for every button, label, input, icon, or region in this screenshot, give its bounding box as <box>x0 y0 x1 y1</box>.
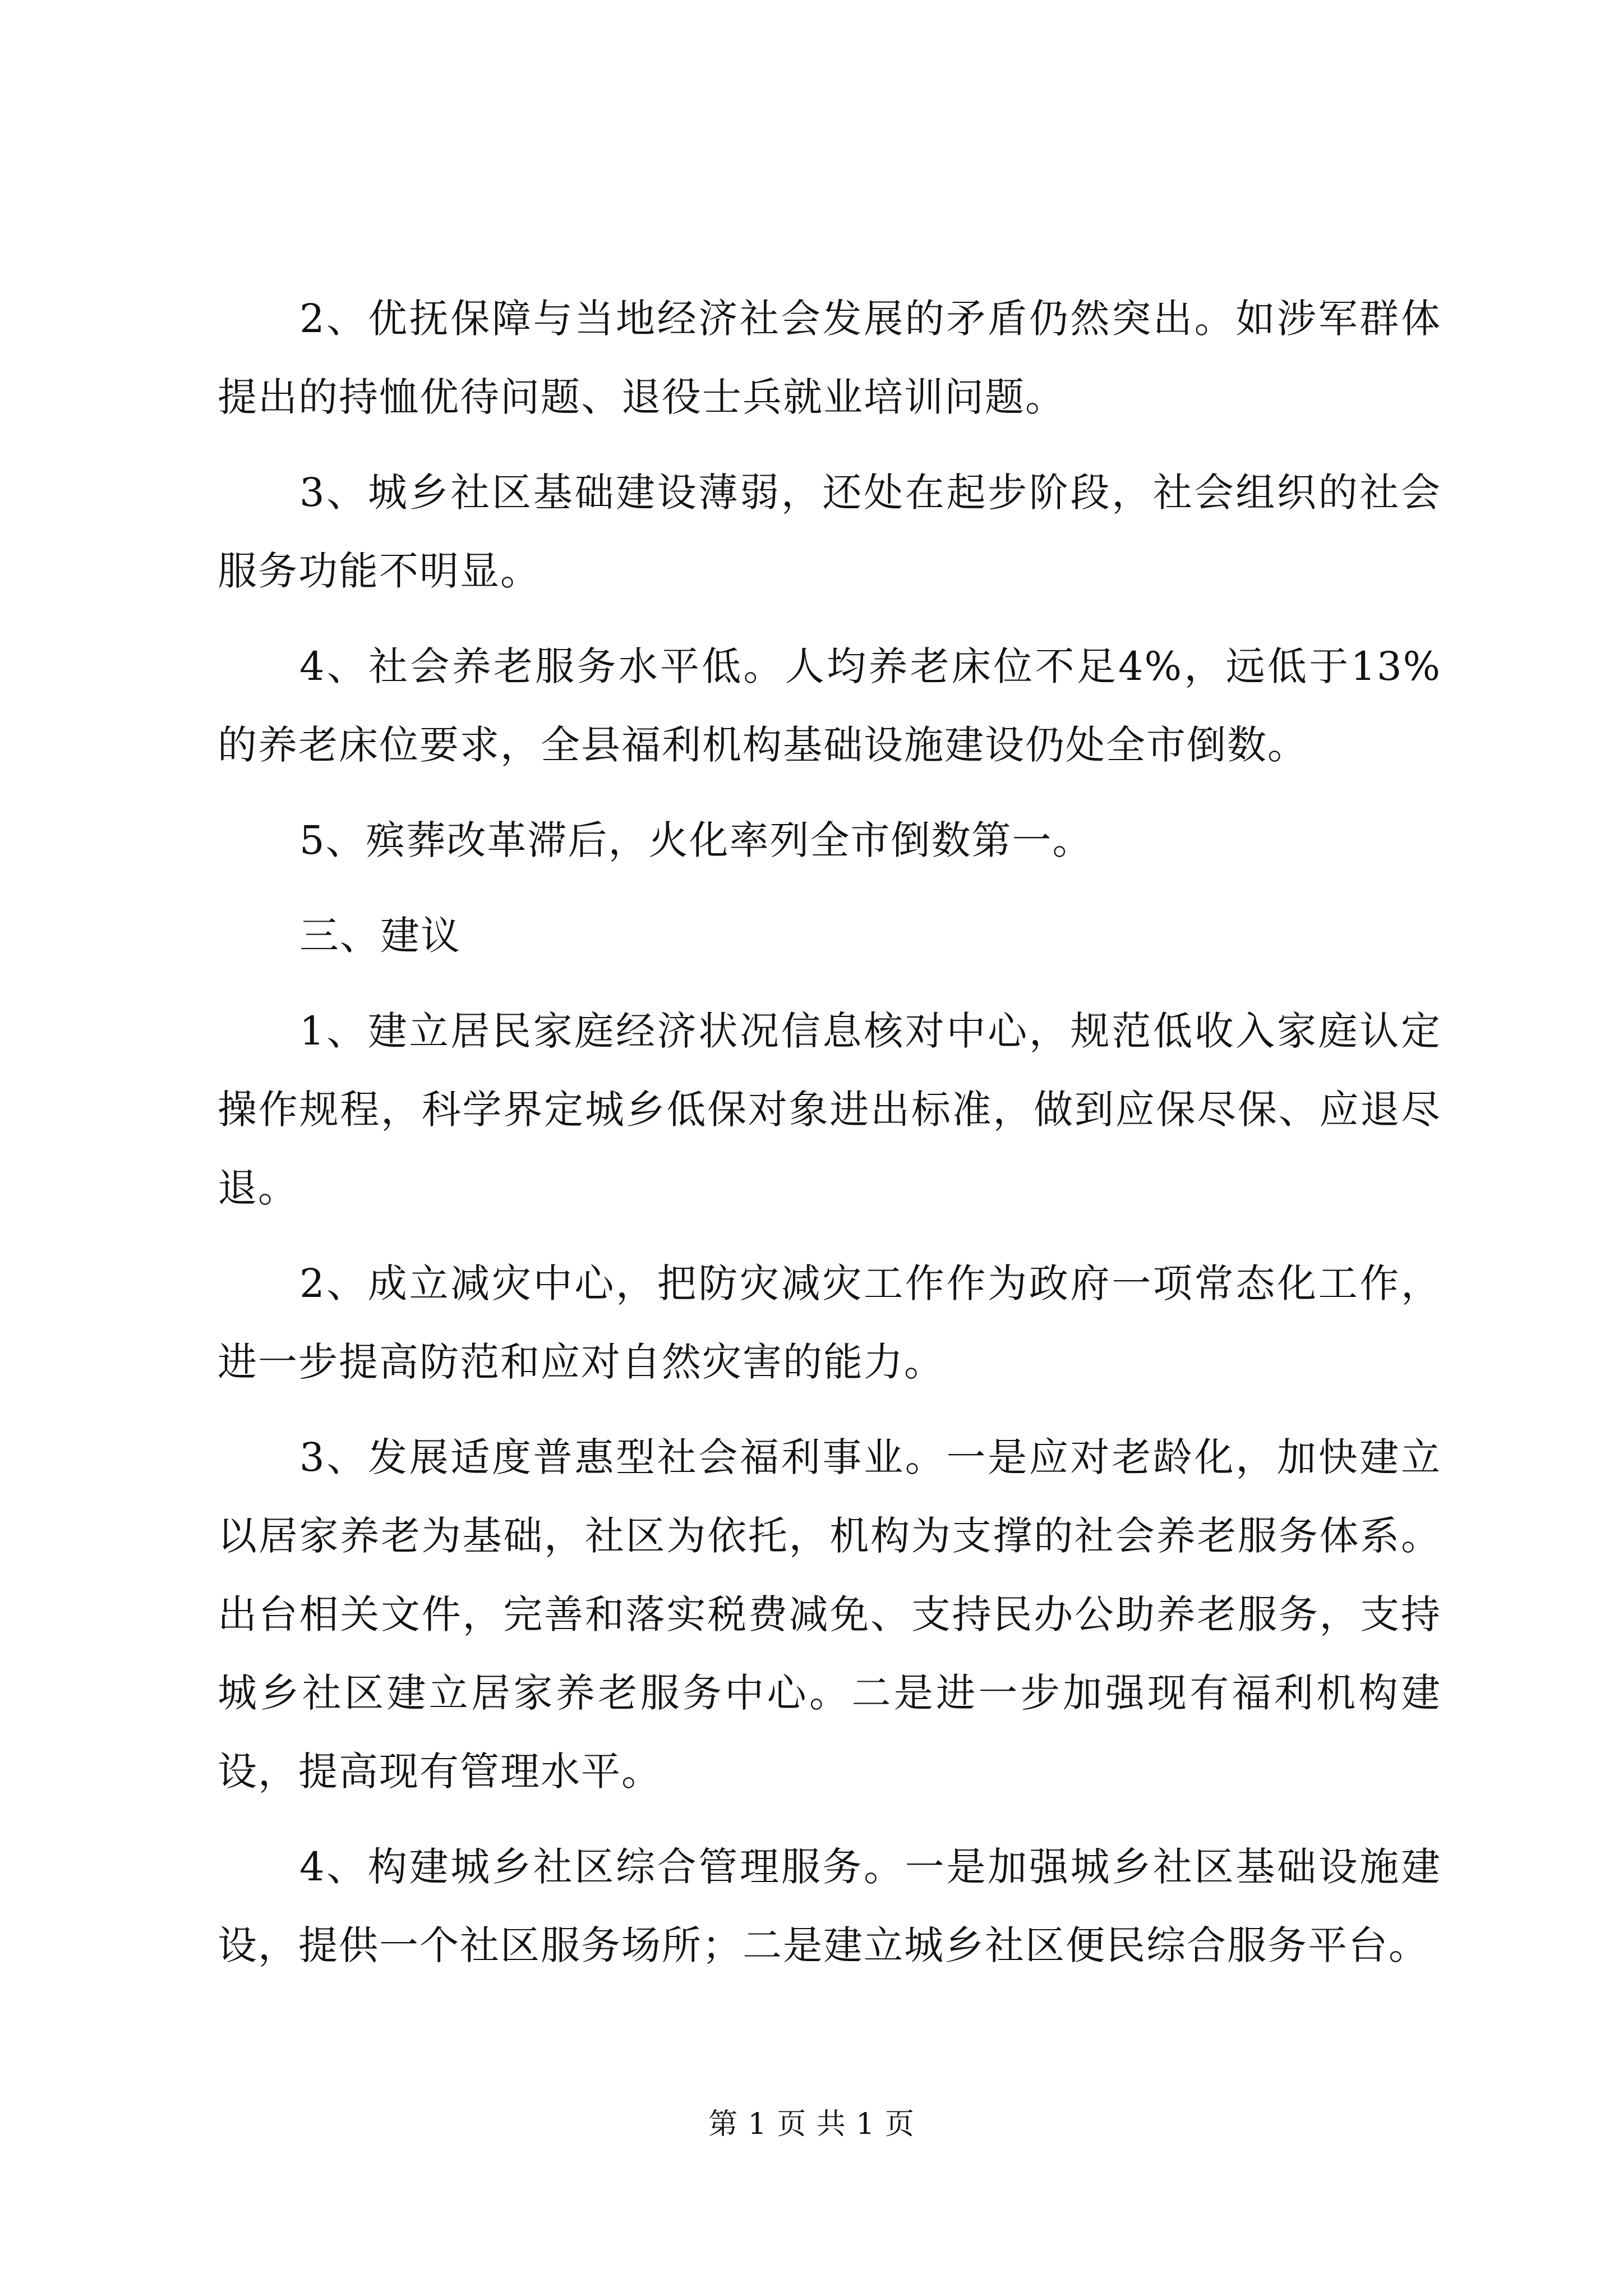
paragraph-issue-2: 2、优抚保障与当地经济社会发展的矛盾仍然突出。如涉军群体提出的持恤优待问题、退役士兵就业培训问题。 <box>218 296 1441 420</box>
paragraph-suggestion-2: 2、成立减灾中心，把防灾减灾工作作为政府一项常态化工作，进一步提高防范和应对自然灾害的能力。 <box>218 1260 1441 1385</box>
paragraph-suggestion-4: 4、构建城乡社区综合管理服务。一是加强城乡社区基础设施建设，提供一个社区服务场所；二是建立城乡社区便民综合服务平台。 <box>218 1844 1441 1968</box>
paragraph-suggestion-1: 1、建立居民家庭经济状况信息核对中心，规范低收入家庭认定操作规程，科学界定城乡低保对象进出标准，做到应保尽保、应退尽退。 <box>218 1008 1441 1211</box>
paragraph-issue-5: 5、殡葬改革滞后，火化率列全市倒数第一。 <box>299 817 1093 863</box>
document-body <box>218 279 1441 2001</box>
paragraph-issue-3: 3、城乡社区基础建设薄弱，还处在起步阶段，社会组织的社会服务功能不明显。 <box>218 470 1441 594</box>
section-heading-suggestions: 三、建议 <box>299 913 461 959</box>
paragraph-issue-4: 4、社会养老服务水平低。人均养老床位不足4%，远低于13%的养老床位要求，全县福利机构基础设施建设仍处全市倒数。 <box>218 643 1441 768</box>
page-footer: 第 1 页 共 1 页 <box>708 2108 915 2141</box>
paragraph-suggestion-3: 3、发展适度普惠型社会福利事业。一是应对老龄化，加快建立以居家养老为基础，社区为依托，机构为支撑的社会养老服务体系。出台相关文件，完善和落实税费减免、支持民办公助养老服务，支持城乡社区建立居家养老服务中心。二是进一步加强现有福利机构建设，提高现有管理水平。 <box>218 1434 1441 1795</box>
